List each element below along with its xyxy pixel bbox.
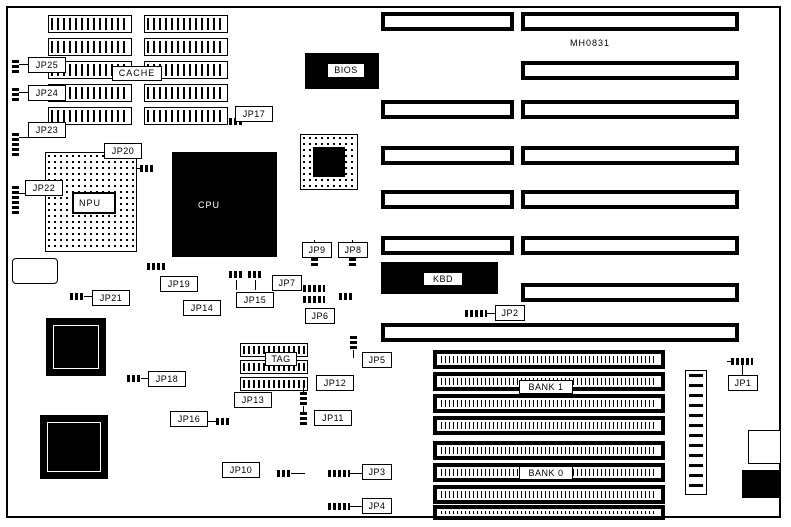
- leader-line: [727, 361, 733, 362]
- jumper-label-jp5[interactable]: JP5: [362, 352, 392, 368]
- jumper-pads-jp2[interactable]: [465, 310, 487, 317]
- jumper-label-jp14[interactable]: JP14: [183, 300, 221, 316]
- jumper-pads-jp7[interactable]: [303, 285, 325, 292]
- cache-socket: [144, 107, 228, 125]
- jumper-pads-jp18[interactable]: [127, 375, 141, 382]
- leader-line: [291, 473, 305, 474]
- jumper-pads-jp19[interactable]: [147, 263, 167, 270]
- jumper-pads-jp11[interactable]: [300, 412, 307, 426]
- expansion-slot: [381, 12, 514, 31]
- cache-socket: [48, 15, 132, 33]
- simm-slot-bank0: [433, 505, 665, 520]
- jumper-label-jp2[interactable]: JP2: [495, 305, 525, 321]
- jumper-pads-jp24[interactable]: [12, 88, 19, 102]
- cache-socket: [144, 15, 228, 33]
- jumper-label-jp6[interactable]: JP6: [305, 308, 335, 324]
- tag-label: TAG: [265, 352, 297, 366]
- cache-socket: [144, 84, 228, 102]
- expansion-slot: [521, 61, 739, 80]
- leader-line: [350, 473, 362, 474]
- simm-slot-bank1: [433, 416, 665, 435]
- jumper-pads-jp12[interactable]: [300, 392, 307, 406]
- jumper-pads-jp16[interactable]: [216, 418, 230, 425]
- leader-line: [487, 313, 495, 314]
- expansion-slot: [521, 236, 739, 255]
- leader-line: [742, 365, 743, 375]
- tag-socket: [240, 377, 308, 391]
- jumper-pads-jp25[interactable]: [12, 60, 19, 74]
- jumper-pads-jp23[interactable]: [12, 133, 19, 157]
- cache-label: CACHE: [112, 66, 162, 81]
- bios-label: BIOS: [327, 63, 365, 78]
- expansion-slot: [381, 190, 514, 209]
- leader-line: [255, 280, 256, 290]
- io-connector: [742, 470, 781, 498]
- bank0-label: BANK 0: [519, 466, 573, 480]
- jumper-label-jp4[interactable]: JP4: [362, 498, 392, 514]
- cache-socket: [48, 38, 132, 56]
- leader-line: [207, 421, 216, 422]
- jumper-pads-jp22[interactable]: [12, 186, 19, 214]
- expansion-slot: [381, 100, 514, 119]
- jumper-pads-jp10[interactable]: [277, 470, 291, 477]
- leader-line: [303, 382, 304, 392]
- jumper-pads-jp8b[interactable]: [339, 293, 353, 300]
- chipset-chip: [46, 318, 106, 376]
- jumper-label-jp19[interactable]: JP19: [160, 276, 198, 292]
- simm-slot-bank0: [433, 485, 665, 504]
- leader-line: [136, 168, 142, 169]
- leader-line: [350, 506, 362, 507]
- cpu-label: CPU: [198, 200, 221, 210]
- jumper-label-jp13[interactable]: JP13: [234, 392, 272, 408]
- jumper-pads-jp1[interactable]: [731, 358, 753, 365]
- jumper-pads-jp15[interactable]: [248, 271, 262, 278]
- expansion-slot: [381, 146, 514, 165]
- support-chip: [313, 147, 345, 177]
- jumper-label-jp10[interactable]: JP10: [222, 462, 260, 478]
- jumper-label-jp8[interactable]: JP8: [338, 242, 368, 258]
- expansion-slot: [521, 100, 739, 119]
- expansion-slot: [381, 323, 739, 342]
- jumper-pads-jp5[interactable]: [350, 336, 357, 350]
- power-connector: [685, 370, 707, 495]
- jumper-label-jp15[interactable]: JP15: [236, 292, 274, 308]
- jumper-label-jp3[interactable]: JP3: [362, 464, 392, 480]
- cpu-socket: [172, 152, 277, 257]
- npu-label: NPU: [79, 198, 102, 208]
- jumper-label-jp7[interactable]: JP7: [272, 275, 302, 291]
- jumper-pads-jp14[interactable]: [229, 271, 243, 278]
- simm-slot-bank1: [433, 394, 665, 413]
- expansion-slot: [521, 190, 739, 209]
- jumper-label-jp12[interactable]: JP12: [316, 375, 354, 391]
- jumper-label-jp16[interactable]: JP16: [170, 411, 208, 427]
- leader-line: [353, 350, 354, 358]
- jumper-label-jp9[interactable]: JP9: [302, 242, 332, 258]
- jumper-label-jp17[interactable]: JP17: [235, 106, 273, 122]
- oscillator: [12, 258, 58, 284]
- expansion-slot: [521, 12, 739, 31]
- board-code: MH0831: [570, 38, 611, 48]
- simm-slot-bank1: [433, 350, 665, 369]
- leader-line: [236, 280, 237, 290]
- chipset-chip: [40, 415, 108, 479]
- leader-line: [303, 406, 304, 412]
- jumper-pads-jp4[interactable]: [328, 503, 350, 510]
- jumper-label-jp18[interactable]: JP18: [148, 371, 186, 387]
- cache-socket: [144, 38, 228, 56]
- jumper-pads-jp6[interactable]: [303, 296, 325, 303]
- jumper-pads-jp21[interactable]: [70, 293, 84, 300]
- bank1-label: BANK 1: [519, 380, 573, 394]
- jumper-label-jp21[interactable]: JP21: [92, 290, 130, 306]
- jumper-label-jp22[interactable]: JP22: [25, 180, 63, 196]
- jumper-label-jp1[interactable]: JP1: [728, 375, 758, 391]
- jumper-label-jp23[interactable]: JP23: [28, 122, 66, 138]
- jumper-label-jp24[interactable]: JP24: [28, 85, 66, 101]
- expansion-slot: [381, 236, 514, 255]
- expansion-slot: [521, 283, 739, 302]
- jumper-label-jp20[interactable]: JP20: [104, 143, 142, 159]
- jumper-pads-jp20[interactable]: [140, 165, 154, 172]
- jumper-pads-jp3[interactable]: [328, 470, 350, 477]
- jumper-label-jp11[interactable]: JP11: [314, 410, 352, 426]
- kbd-label: KBD: [423, 272, 463, 286]
- expansion-slot: [521, 146, 739, 165]
- simm-slot-bank0: [433, 441, 665, 460]
- jumper-label-jp25[interactable]: JP25: [28, 57, 66, 73]
- keyboard-din-connector: [748, 430, 781, 464]
